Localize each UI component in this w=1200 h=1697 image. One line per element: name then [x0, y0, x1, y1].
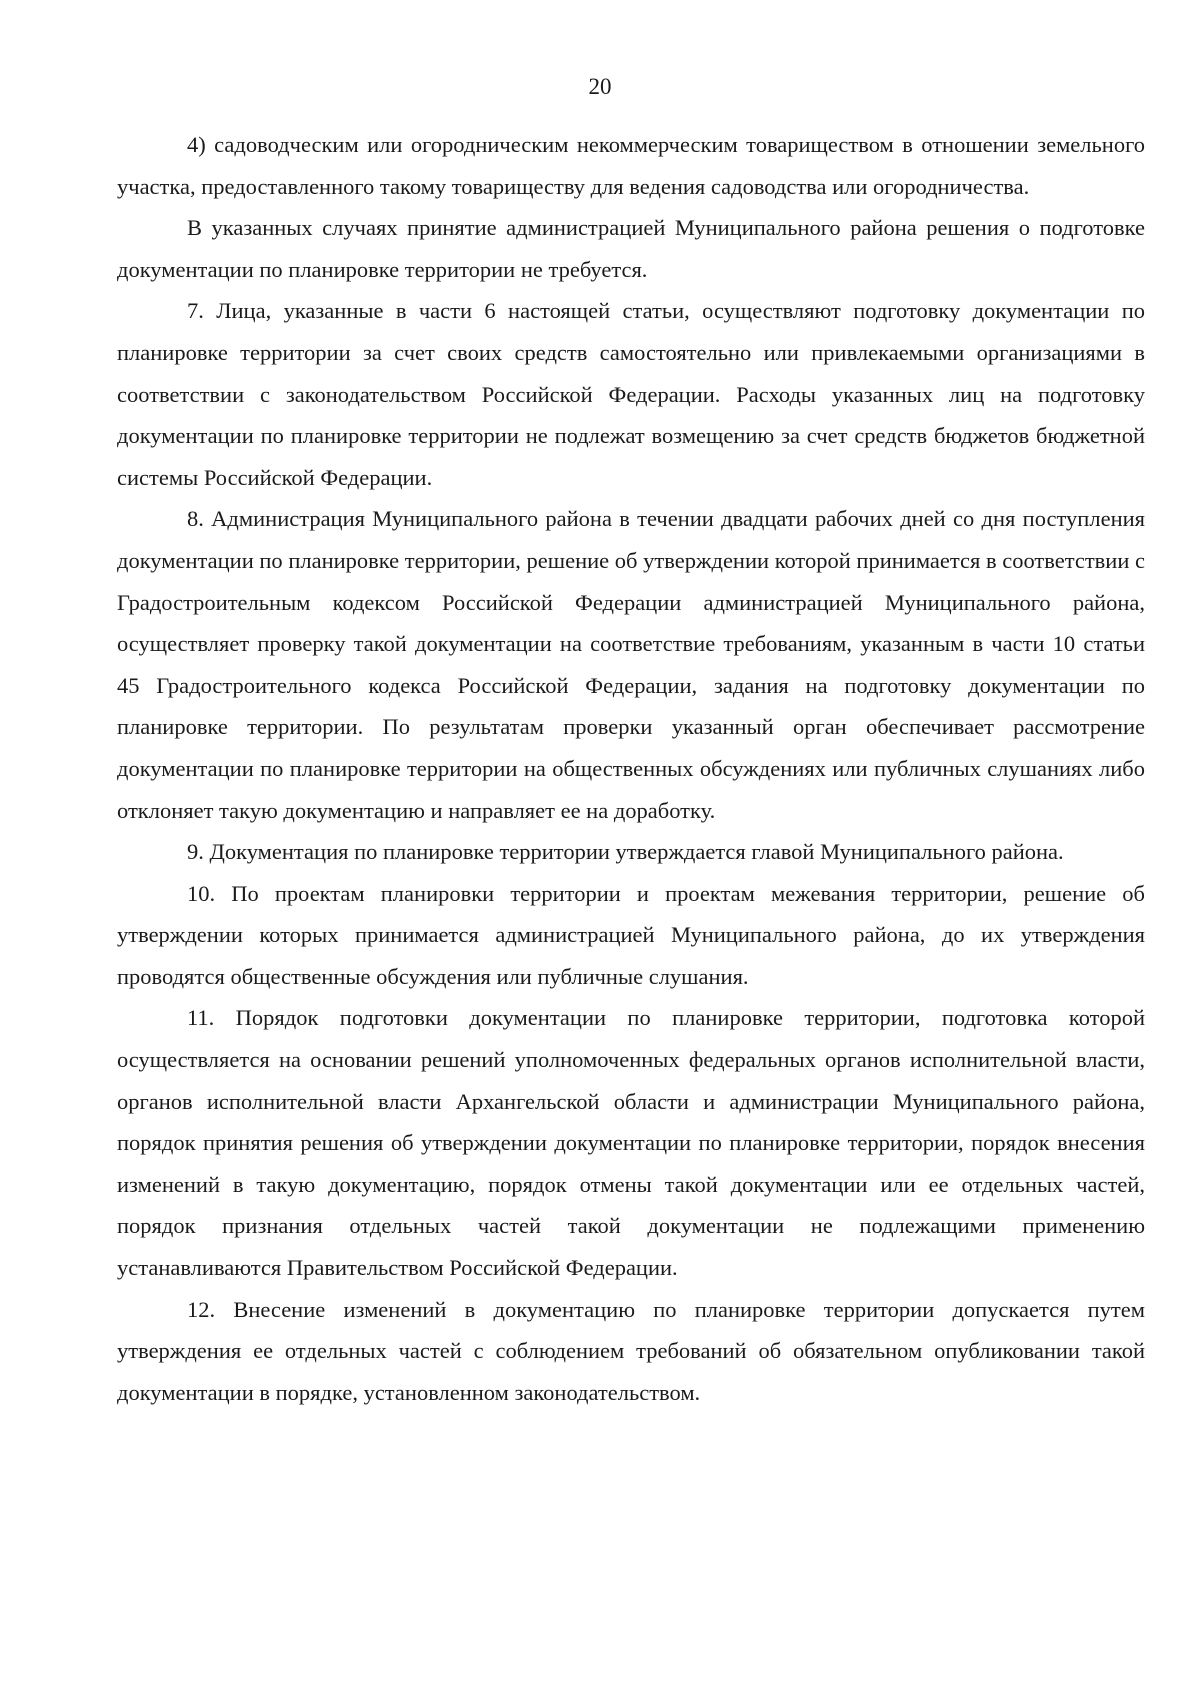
paragraph-11: 11. Порядок подготовки документации по планировке территории, подготовка которой осуществляется на основании решений уполномоченных федеральных органов исполнительной власти, органов исполнительной власти Архангельской области и администрации Муниципального района, порядок принятия решения об утверждении документации по планировке территории, порядок внесения изменений в такую документацию, порядок отмены такой документации или ее отдельных частей, порядок признания отдельных частей такой документации не подлежащими применению устанавливаются Правительством Российской Федерации.	[117, 1005, 1145, 1281]
paragraph-8: 8. Администрация Муниципального района в течении двадцати рабочих дней со дня поступления документации по планировке территории, решение об утверждении которой принимается в соответствии с Градостроительным кодексом Российской Федерации администрацией Муниципального района, осуществляет проверку такой документации на соответствие требованиям, указанным в части 10 статьи 45 Градостроительного кодекса Российской Федерации, задания на подготовку документации по планировке территории. По результатам проверки указанный орган обеспечивает рассмотрение документации по планировке территории на общественных обсуждениях или публичных слушаниях либо отклоняет такую документацию и направляет ее на доработку.	[117, 506, 1145, 823]
paragraph-no-decision-required: В указанных случаях принятие администрацией Муниципального района решения о подготовке документации по планировке территории не требуется.	[117, 215, 1145, 282]
paragraph-7: 7. Лица, указанные в части 6 настоящей статьи, осуществляют подготовку документации по планировке территории за счет своих средств самостоятельно или привлекаемыми организациями в соответствии с законодательством Российской Федерации. Расходы указанных лиц на подготовку документации по планировке территории не подлежат возмещению за счет средств бюджетов бюджетной системы Российской Федерации.	[117, 298, 1145, 490]
page-number: 20	[588, 74, 612, 99]
paragraph-item-4: 4) садоводческим или огородническим некоммерческим товариществом в отношении земельного участка, предоставленного такому товариществу для ведения садоводства или огородничества.	[117, 132, 1145, 199]
paragraph-9: 9. Документация по планировке территории утверждается главой Муниципального района.	[187, 839, 1064, 865]
document-body	[117, 124, 1145, 1413]
paragraph-12: 12. Внесение изменений в документацию по планировке территории допускается путем утверждения ее отдельных частей с соблюдением требований об обязательном опубликовании такой документации в порядке, установленном законодательством.	[117, 1296, 1145, 1405]
paragraph-10: 10. По проектам планировки территории и проектам межевания территории, решение об утверждении которых принимается администрацией Муниципального района, до их утверждения проводятся общественные обсуждения или публичные слушания.	[117, 880, 1145, 989]
